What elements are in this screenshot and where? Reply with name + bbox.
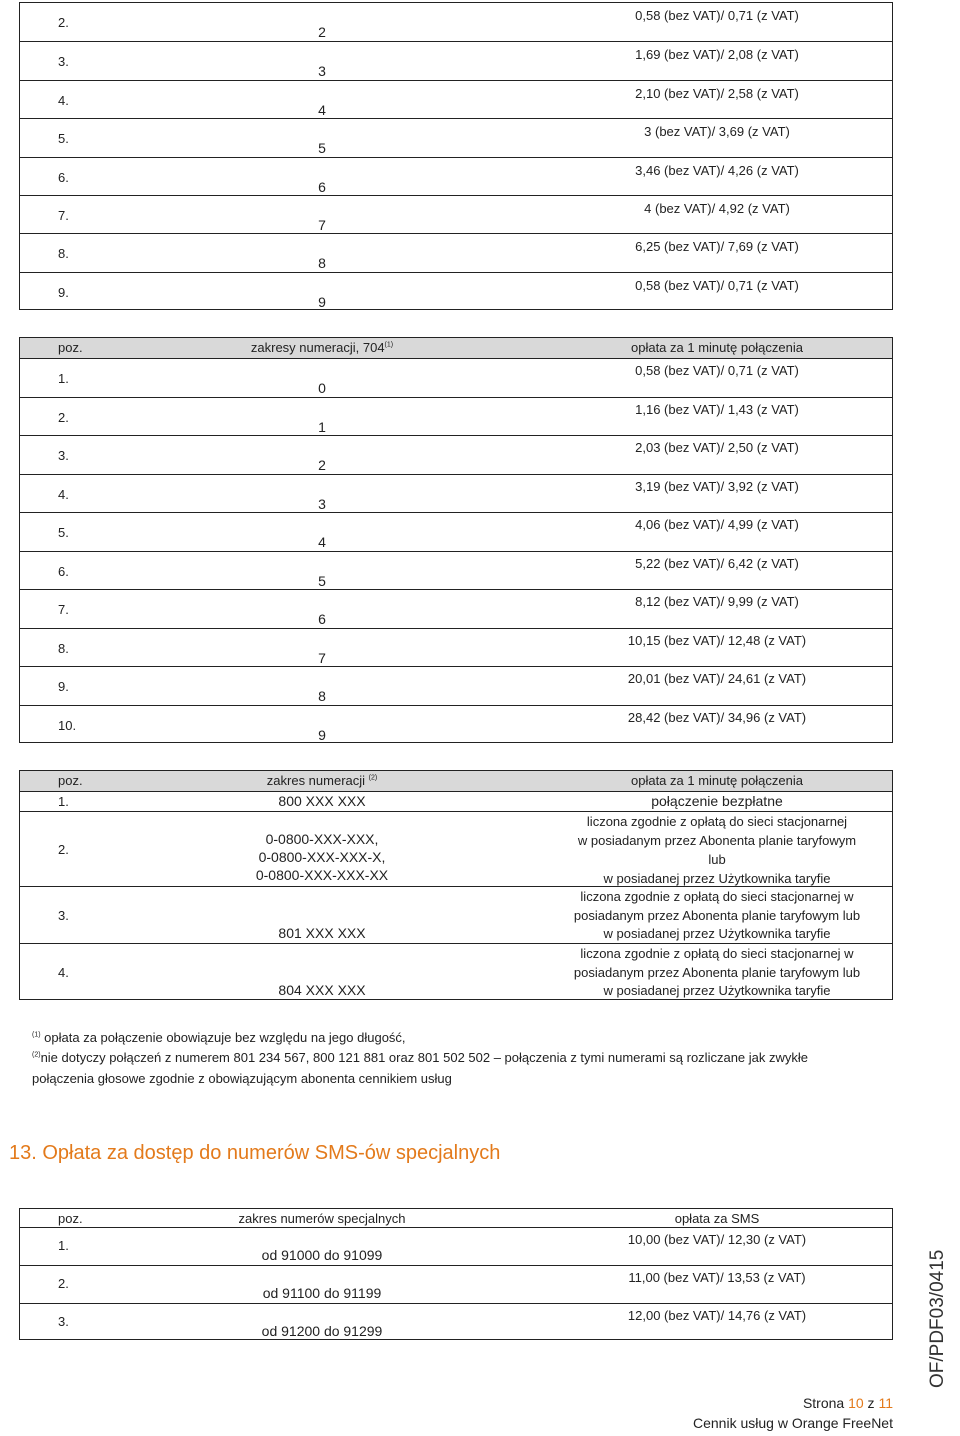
table-sms-special: [19, 1208, 893, 1340]
row-poz: 7.: [58, 602, 69, 617]
page-number: Strona 10 z 11: [802, 1395, 893, 1411]
row-number: 7: [318, 217, 326, 233]
header-range: zakres numeracji $^{(2)}$: [266, 773, 378, 788]
row-fee: 5,22 (bez VAT)/ 6,42 (z VAT): [635, 556, 799, 571]
footnote-1: $^{(1)}$ opłata za połączenie obowiązuje bez względu na jego długość,: [32, 1030, 406, 1045]
row-range-1: 0-0800-XXX-XXX,: [265, 831, 379, 847]
table-row: [20, 435, 892, 474]
header-poz: poz.: [58, 773, 83, 788]
footnote-2-cont: połączenia głosowe zgodnie z obowiązującym abonenta cennikiem usług: [32, 1071, 452, 1086]
row-fee: 11,00 (bez VAT)/ 13,53 (z VAT): [628, 1270, 806, 1285]
row-fee-1: liczona zgodnie z opłatą do sieci stacjonarnej w: [580, 889, 854, 904]
row-poz: 3.: [58, 908, 69, 923]
row-fee-2: w posiadanym przez Abonenta planie taryfowym: [577, 833, 857, 848]
row-number: 2: [318, 24, 326, 40]
row-number: 2: [318, 457, 326, 473]
section-title: 13. Opłata za dostęp do numerów SMS-ów specjalnych: [9, 1142, 501, 1164]
header-poz: poz.: [58, 340, 83, 355]
row-number: 8: [318, 688, 326, 704]
row-poz: 1.: [58, 1238, 69, 1253]
table-header: [20, 771, 892, 791]
table-row: [20, 791, 892, 811]
row-poz: 3.: [58, 54, 69, 69]
row-fee-2: posiadanym przez Abonenta planie taryfowym lub: [573, 908, 861, 923]
row-range: 800 XXX XXX: [278, 793, 366, 809]
table-special-numbering: [19, 770, 893, 1000]
table-row: [20, 3, 892, 41]
table-row: [20, 666, 892, 705]
row-poz: 5.: [58, 525, 69, 540]
table-row: [20, 397, 892, 436]
header-fee: opłata za SMS: [674, 1211, 760, 1226]
row-poz: 3.: [58, 1314, 69, 1329]
table-row: [20, 551, 892, 590]
row-fee: 3 (bez VAT)/ 3,69 (z VAT): [644, 124, 790, 139]
row-number: 3: [318, 63, 326, 79]
row-fee: 28,42 (bez VAT)/ 34,96 (z VAT): [627, 710, 807, 725]
row-poz: 2.: [58, 15, 69, 30]
row-poz: 6.: [58, 170, 69, 185]
row-fee: 12,00 (bez VAT)/ 14,76 (z VAT): [627, 1308, 807, 1323]
table-row: [20, 811, 892, 886]
table-row: [20, 195, 892, 233]
row-fee-2: posiadanym przez Abonenta planie taryfowym lub: [573, 965, 861, 980]
row-number: 1: [318, 419, 326, 435]
row-fee: 4 (bez VAT)/ 4,92 (z VAT): [644, 201, 790, 216]
table-row: [20, 589, 892, 628]
row-poz: 9.: [58, 679, 69, 694]
row-number: 7: [318, 650, 326, 666]
row-poz: 4.: [58, 93, 69, 108]
row-fee: 0,58 (bez VAT)/ 0,71 (z VAT): [635, 363, 799, 378]
row-number: 0: [318, 380, 326, 396]
table-row: [20, 628, 892, 667]
row-range: od 91100 do 91199: [262, 1285, 382, 1301]
row-fee: 2,10 (bez VAT)/ 2,58 (z VAT): [635, 86, 799, 101]
table-header: [20, 338, 892, 358]
row-poz: 1.: [58, 371, 69, 386]
row-number: 6: [318, 179, 326, 195]
row-poz: 1.: [58, 794, 69, 809]
row-number: 4: [318, 102, 326, 118]
table-row: [20, 886, 892, 943]
table-row: [20, 474, 892, 513]
row-range: 801 XXX XXX: [278, 925, 366, 941]
row-number: 5: [318, 140, 326, 156]
header-range: zakres numerów specjalnych: [238, 1211, 406, 1226]
table-row: [20, 233, 892, 271]
row-fee: 2,03 (bez VAT)/ 2,50 (z VAT): [635, 440, 799, 455]
table-row: [20, 705, 892, 744]
row-fee-3: lub: [708, 852, 726, 867]
row-poz: 2.: [58, 410, 69, 425]
table-row: [20, 1303, 892, 1341]
table-row: [20, 358, 892, 397]
row-range: od 91200 do 91299: [261, 1323, 383, 1339]
row-fee: 4,06 (bez VAT)/ 4,99 (z VAT): [635, 517, 799, 532]
row-poz: 9.: [58, 285, 69, 300]
header-poz: poz.: [58, 1211, 83, 1226]
row-poz: 8.: [58, 641, 69, 656]
table-row: [20, 272, 892, 310]
header-fee: opłata za 1 minutę połączenia: [630, 773, 804, 788]
row-number: 9: [318, 294, 326, 310]
row-fee-1: liczona zgodnie z opłatą do sieci stacjonarnej: [586, 814, 848, 829]
row-range: od 91000 do 91099: [261, 1247, 383, 1263]
row-fee: 1,16 (bez VAT)/ 1,43 (z VAT): [635, 402, 799, 417]
row-number: 6: [318, 611, 326, 627]
row-fee-3: w posiadanej przez Użytkownika taryfie: [603, 926, 831, 941]
table-header: [20, 1209, 892, 1227]
row-fee: 1,69 (bez VAT)/ 2,08 (z VAT): [635, 47, 799, 62]
row-range-2: 0-0800-XXX-XXX-X,: [258, 849, 386, 865]
row-fee: 10,00 (bez VAT)/ 12,30 (z VAT): [627, 1232, 807, 1247]
row-poz: 10.: [58, 718, 77, 733]
row-fee: 3,46 (bez VAT)/ 4,26 (z VAT): [635, 163, 799, 178]
row-poz: 2.: [58, 1276, 69, 1291]
table-row: [20, 118, 892, 156]
row-fee: 10,15 (bez VAT)/ 12,48 (z VAT): [627, 633, 807, 648]
row-fee: 0,58 (bez VAT)/ 0,71 (z VAT): [635, 8, 799, 23]
row-number: 4: [318, 534, 326, 550]
header-range: zakresy numeracji, 704$^{(1)}$: [250, 340, 394, 355]
row-fee-3: w posiadanej przez Użytkownika taryfie: [603, 983, 831, 998]
document-code: OF/PDF03/0415: [927, 1249, 948, 1388]
table-row: [20, 1265, 892, 1303]
row-poz: 4.: [58, 487, 69, 502]
footnote-2: $^{(2)}$nie dotyczy połączeń z numerem 801 234 567, 800 121 881 oraz 801 502 502 – połączenia z tymi numerami są rozliczane jak zwykłe: [32, 1050, 809, 1065]
row-poz: 2.: [58, 842, 69, 857]
row-fee-1: liczona zgodnie z opłatą do sieci stacjonarnej w: [580, 946, 854, 961]
row-number: 9: [318, 727, 326, 743]
row-number: 3: [318, 496, 326, 512]
table-704-numbering: [19, 337, 893, 743]
table-row: [20, 1227, 892, 1265]
table-row: [20, 41, 892, 79]
row-fee: połączenie bezpłatne: [651, 793, 783, 809]
header-fee: opłata za 1 minutę połączenia: [630, 340, 804, 355]
table-row: [20, 157, 892, 195]
document-title: Cennik usług w Orange FreeNet: [693, 1415, 893, 1431]
row-fee-4: w posiadanej przez Użytkownika taryfie: [603, 871, 831, 886]
table-row: [20, 80, 892, 118]
table-row: [20, 512, 892, 551]
row-fee: 6,25 (bez VAT)/ 7,69 (z VAT): [635, 239, 799, 254]
row-poz: 7.: [58, 208, 69, 223]
row-range: 804 XXX XXX: [278, 982, 366, 998]
row-poz: 4.: [58, 965, 69, 980]
row-poz: 6.: [58, 564, 69, 579]
table-top-continuation: [19, 2, 893, 310]
row-fee: 3,19 (bez VAT)/ 3,92 (z VAT): [635, 479, 799, 494]
table-row: [20, 943, 892, 999]
row-number: 5: [318, 573, 326, 589]
row-poz: 5.: [58, 131, 69, 146]
row-poz: 8.: [58, 246, 69, 261]
row-range-3: 0-0800-XXX-XXX-XX: [255, 867, 389, 883]
row-number: 8: [318, 255, 326, 271]
row-poz: 3.: [58, 448, 69, 463]
row-fee: 20,01 (bez VAT)/ 24,61 (z VAT): [627, 671, 807, 686]
row-fee: 8,12 (bez VAT)/ 9,99 (z VAT): [635, 594, 799, 609]
row-fee: 0,58 (bez VAT)/ 0,71 (z VAT): [635, 278, 799, 293]
